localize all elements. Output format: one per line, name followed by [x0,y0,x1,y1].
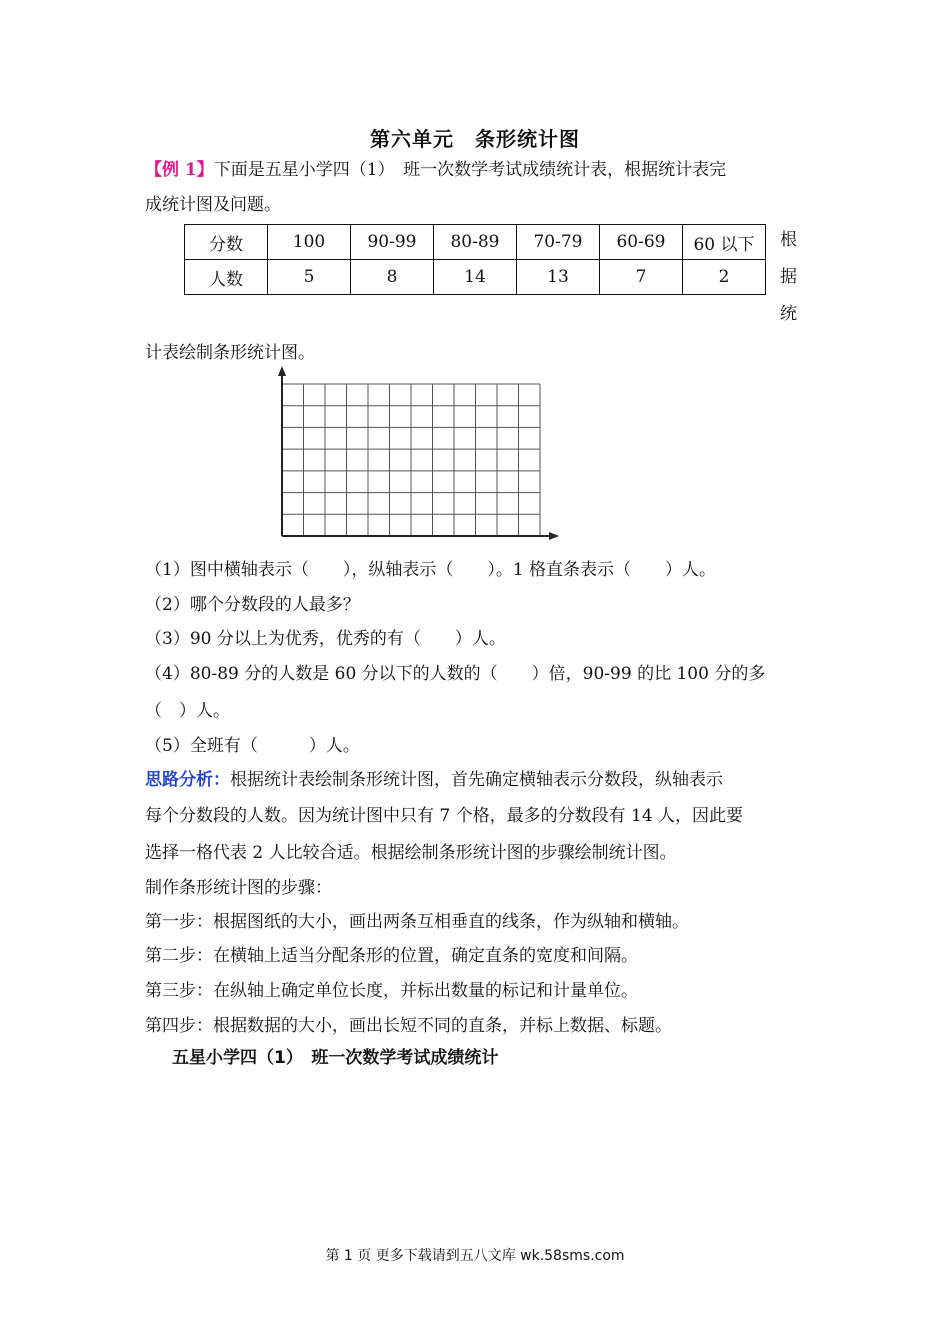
table-cell: 60-69 [600,225,683,260]
analysis-line-2: 每个分数段的人数。因为统计图中只有 7 个格，最多的分数段有 14 人，因此要 [145,806,744,826]
analysis-text-1: 根据统计表绘制条形统计图，首先确定横轴表示分数段，纵轴表示 [230,770,723,790]
step-1: 第一步：根据图纸的大小，画出两条互相垂直的线条，作为纵轴和横轴。 [145,912,689,932]
table-cell: 100 [268,225,351,260]
table-cell: 2 [683,260,766,295]
table-cell: 7 [600,260,683,295]
table-cell: 13 [517,260,600,295]
example-line-1 [145,155,726,180]
instruction-text: 计表绘制条形统计图。 [145,343,315,363]
table-cell: 80-89 [434,225,517,260]
question-4-cont: （ ）人。 [145,701,230,721]
analysis-tag: 思路分析： [145,770,230,790]
table-cell: 90-99 [351,225,434,260]
table-cell: 分数 [185,225,268,260]
grid-lines [282,384,540,536]
table-header-row [185,225,766,260]
score-table [184,224,766,295]
table-cell: 5 [268,260,351,295]
step-4: 第四步：根据数据的大小，画出长短不同的直条，并标上数据、标题。 [145,1016,672,1036]
table-cell: 60 以下 [683,225,766,260]
blank-grid-chart [265,364,565,544]
question-3: （3）90 分以上为优秀，优秀的有（ ）人。 [145,629,506,649]
analysis-line-1 [145,765,723,790]
steps-heading: 制作条形统计图的步骤： [145,878,332,898]
table-cell: 人数 [185,260,268,295]
side-char: 统 [780,304,797,324]
table-cell: 14 [434,260,517,295]
question-2: （2）哪个分数段的人最多？ [145,595,360,615]
side-char: 根 [780,230,797,250]
table-row [185,260,766,295]
question-1: （1）图中横轴表示（ ），纵轴表示（ ）。1 格直条表示（ ）人。 [145,560,717,580]
page-footer: 第 1 页 更多下载请到五八文库 wk.58sms.com [325,1248,625,1264]
chart-title: 五星小学四（1） 班一次数学考试成绩统计 [172,1048,499,1068]
question-5: （5）全班有（ ）人。 [145,736,360,756]
step-3: 第三步：在纵轴上确定单位长度，并标出数量的标记和计量单位。 [145,981,638,1001]
example-text-1: 下面是五星小学四（1） 班一次数学考试成绩统计表，根据统计表完 [213,160,727,180]
example-tag: 【例 1】 [145,160,214,180]
y-axis-arrow [278,366,286,376]
side-char: 据 [780,267,797,287]
x-axis-arrow [549,532,559,540]
table-cell: 8 [351,260,434,295]
analysis-line-3: 选择一格代表 2 人比较合适。根据绘制条形统计图的步骤绘制统计图。 [145,843,677,863]
question-4: （4）80-89 分的人数是 60 分以下的人数的（ ）倍，90-99 的比 100 分的多 [145,664,766,684]
step-2: 第二步：在横轴上适当分配条形的位置，确定直条的宽度和间隔。 [145,946,638,966]
example-line-2: 成统计图及问题。 [145,195,281,215]
page-title: 第六单元 条形统计图 [370,127,580,151]
table-cell: 70-79 [517,225,600,260]
